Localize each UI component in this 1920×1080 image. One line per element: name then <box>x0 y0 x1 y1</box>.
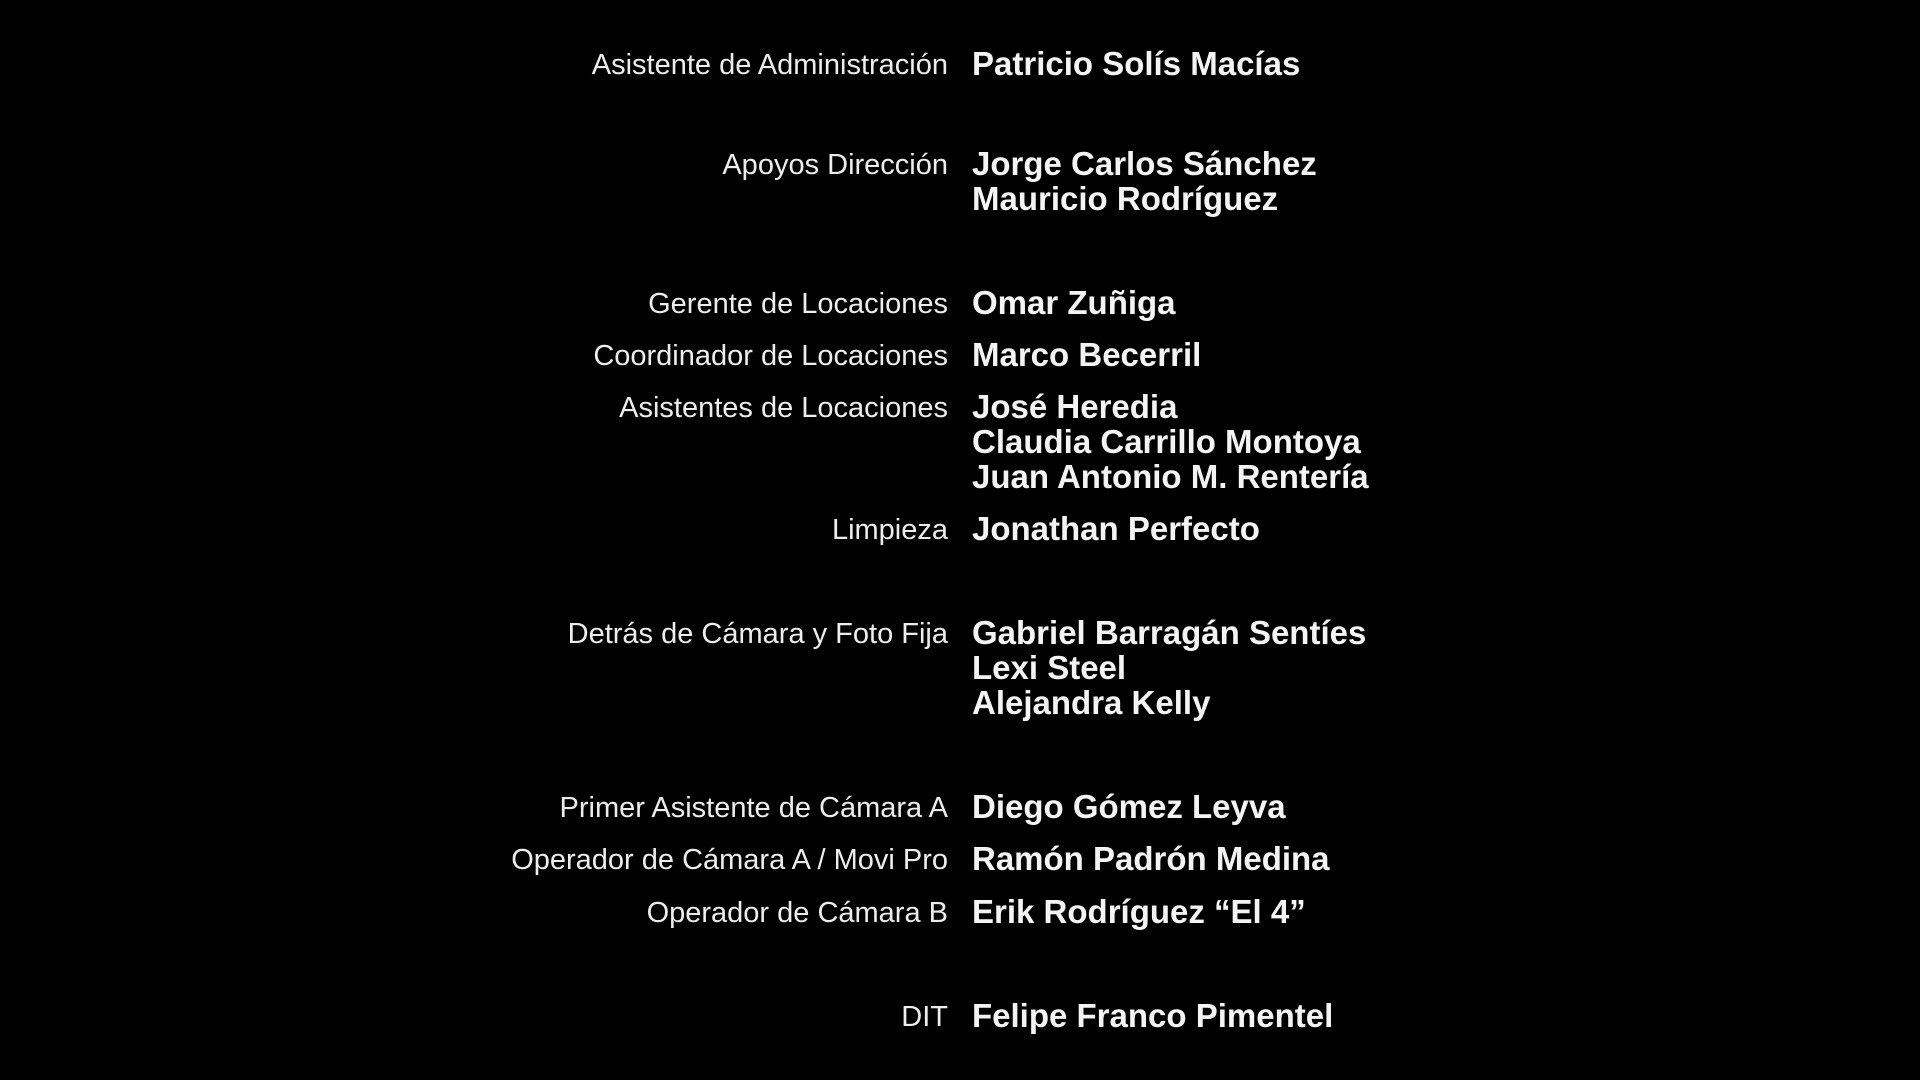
credit-name: Jorge Carlos Sánchez <box>972 145 1317 182</box>
credit-name: José Heredia <box>972 388 1178 425</box>
credit-name: Patricio Solís Macías <box>972 45 1301 82</box>
credit-names <box>972 146 1317 216</box>
credit-names <box>972 337 1201 372</box>
credit-name: Alejandra Kelly <box>972 684 1211 721</box>
credit-role: Asistentes de Locaciones <box>619 392 948 424</box>
credit-role: Gerente de Locaciones <box>648 288 948 320</box>
credit-name: Gabriel Barragán Sentíes <box>972 614 1367 651</box>
credit-names <box>972 511 1260 546</box>
credit-role: Apoyos Dirección <box>722 149 948 181</box>
credit-names <box>972 789 1286 824</box>
credit-names <box>972 841 1330 876</box>
credit-role: Asistente de Administración <box>591 49 948 81</box>
credit-name: Juan Antonio M. Rentería <box>972 458 1369 495</box>
credit-role: Operador de Cámara A / Movi Pro <box>511 844 948 876</box>
credit-name: Claudia Carrillo Montoya <box>972 423 1361 460</box>
credit-name: Marco Becerril <box>972 336 1202 373</box>
credit-names <box>972 998 1333 1033</box>
credit-names <box>972 285 1176 320</box>
credit-role: Operador de Cámara B <box>646 897 948 929</box>
credit-name: Erik Rodríguez “El 4” <box>972 893 1306 930</box>
credit-name: Jonathan Perfecto <box>972 510 1260 547</box>
credit-role: Coordinador de Locaciones <box>593 340 948 372</box>
credit-name: Lexi Steel <box>972 649 1127 686</box>
credit-names <box>972 389 1369 494</box>
credit-name: Mauricio Rodríguez <box>972 180 1279 217</box>
credit-names <box>972 894 1306 929</box>
credit-name: Omar Zuñiga <box>972 284 1176 321</box>
credit-role: DIT <box>901 1001 948 1033</box>
credit-role: Primer Asistente de Cámara A <box>559 792 948 824</box>
credit-names <box>972 615 1366 720</box>
credit-name: Diego Gómez Leyva <box>972 788 1286 825</box>
credit-name: Felipe Franco Pimentel <box>972 997 1334 1034</box>
credit-role: Detrás de Cámara y Foto Fija <box>567 618 948 650</box>
credits-crawl <box>0 45 1920 1034</box>
credit-role: Limpieza <box>831 514 948 546</box>
credit-name: Ramón Padrón Medina <box>972 840 1330 877</box>
credit-names <box>972 46 1300 81</box>
